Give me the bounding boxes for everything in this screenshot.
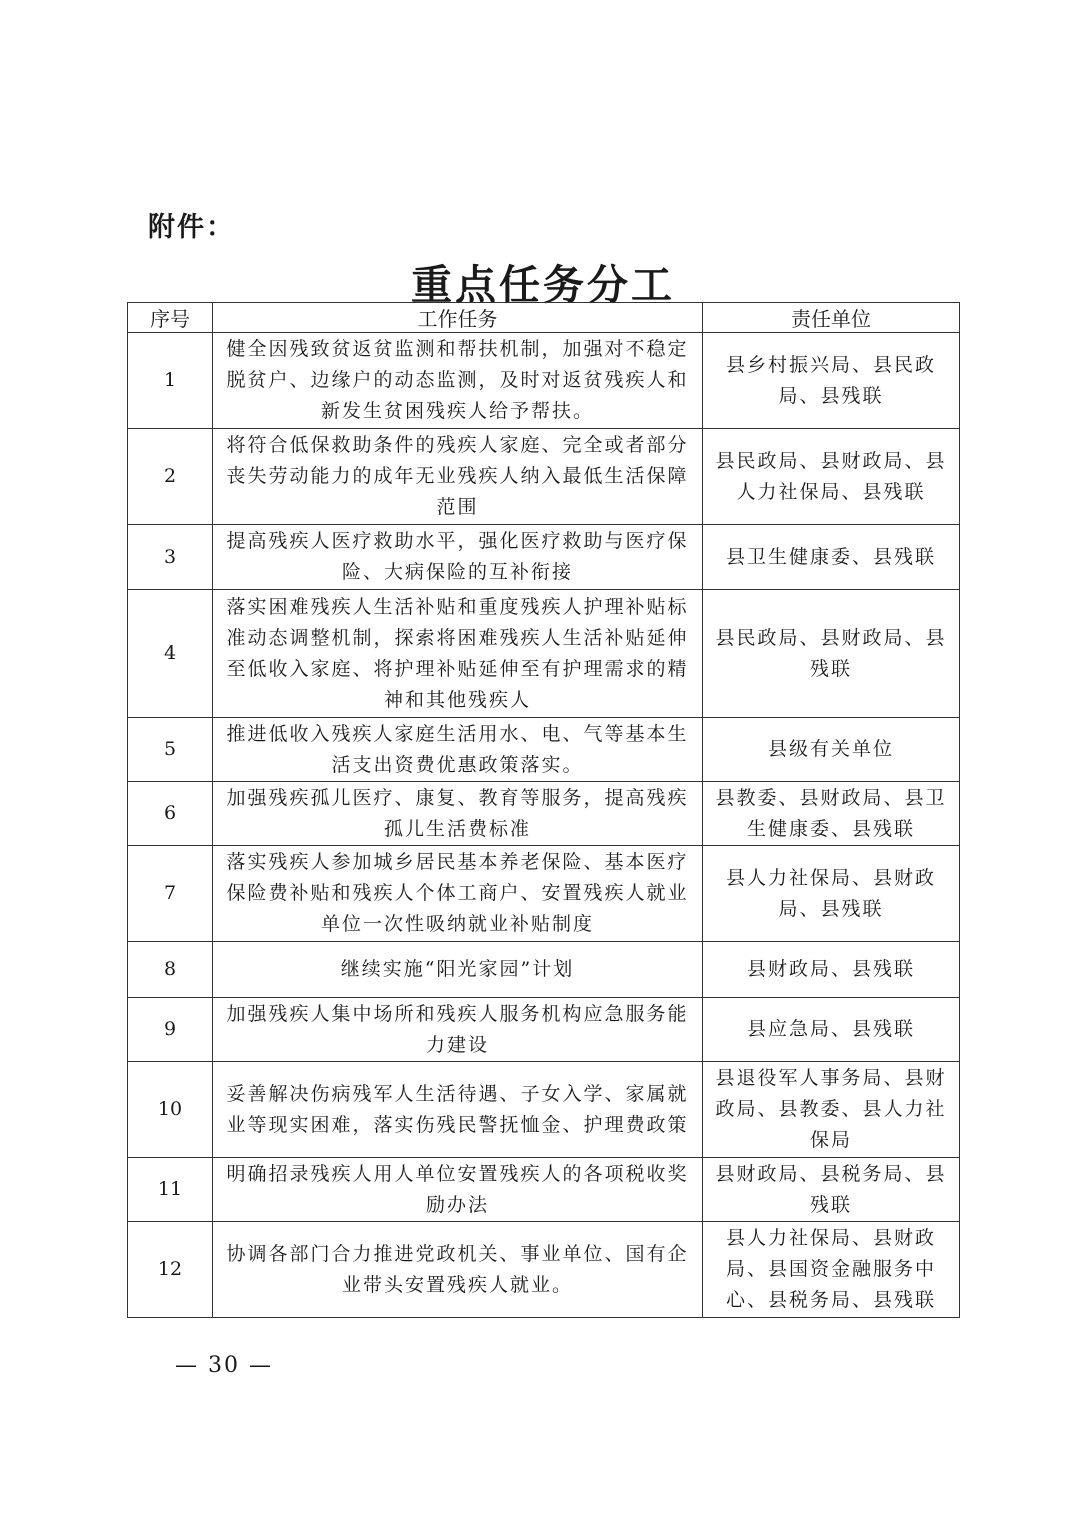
row-unit: 县民政局、县财政局、县人力社保局、县残联 xyxy=(703,429,960,525)
table-row xyxy=(128,718,960,782)
header-responsible-unit: 责任单位 xyxy=(703,303,960,333)
row-unit: 县财政局、县税务局、县残联 xyxy=(703,1158,960,1222)
annex-label: 附件： xyxy=(148,212,235,243)
row-task: 落实残疾人参加城乡居民基本养老保险、基本医疗保险费补贴和残疾人个体工商户、安置残疾人就业单位一次性吸纳就业补贴制度 xyxy=(213,846,703,942)
table-row xyxy=(128,1062,960,1158)
row-task: 推进低收入残疾人家庭生活用水、电、气等基本生活支出资费优惠政策落实。 xyxy=(213,718,703,782)
page-number: — 30 — xyxy=(175,1353,273,1378)
row-task: 继续实施“阳光家园”计划 xyxy=(213,942,703,998)
row-task: 妥善解决伤病残军人生活待遇、子女入学、家属就业等现实困难，落实伤残民警抚恤金、护理费政策 xyxy=(213,1062,703,1158)
row-number: 7 xyxy=(128,846,213,942)
row-unit: 县教委、县财政局、县卫生健康委、县残联 xyxy=(703,782,960,846)
table-row xyxy=(128,525,960,590)
table-row xyxy=(128,1222,960,1318)
table-row xyxy=(128,333,960,429)
table-row xyxy=(128,942,960,998)
row-number: 1 xyxy=(128,333,213,429)
row-task: 加强残疾孤儿医疗、康复、教育等服务，提高残疾孤儿生活费标准 xyxy=(213,782,703,846)
row-number: 4 xyxy=(128,590,213,718)
row-number: 12 xyxy=(128,1222,213,1318)
row-unit: 县民政局、县财政局、县残联 xyxy=(703,590,960,718)
row-task: 落实困难残疾人生活补贴和重度残疾人护理补贴标准动态调整机制，探索将困难残疾人生活补贴延伸至低收入家庭、将护理补贴延伸至有护理需求的精神和其他残疾人 xyxy=(213,590,703,718)
row-task: 加强残疾人集中场所和残疾人服务机构应急服务能力建设 xyxy=(213,998,703,1062)
row-task: 明确招录残疾人用人单位安置残疾人的各项税收奖励办法 xyxy=(213,1158,703,1222)
row-number: 5 xyxy=(128,718,213,782)
task-table xyxy=(127,302,960,1318)
document-title: 重点任务分工 xyxy=(411,261,675,309)
table-row xyxy=(128,846,960,942)
row-number: 6 xyxy=(128,782,213,846)
row-unit: 县财政局、县残联 xyxy=(703,942,960,998)
table-row xyxy=(128,1158,960,1222)
row-number: 11 xyxy=(128,1158,213,1222)
row-task: 协调各部门合力推进党政机关、事业单位、国有企业带头安置残疾人就业。 xyxy=(213,1222,703,1318)
row-number: 10 xyxy=(128,1062,213,1158)
row-unit: 县人力社保局、县财政局、县残联 xyxy=(703,846,960,942)
row-task: 健全因残致贫返贫监测和帮扶机制，加强对不稳定脱贫户、边缘户的动态监测，及时对返贫残疾人和新发生贫困残疾人给予帮扶。 xyxy=(213,333,703,429)
row-task: 提高残疾人医疗救助水平，强化医疗救助与医疗保险、大病保险的互补衔接 xyxy=(213,525,703,590)
row-unit: 县退役军人事务局、县财政局、县教委、县人力社保局 xyxy=(703,1062,960,1158)
row-number: 2 xyxy=(128,429,213,525)
table-header-row xyxy=(128,303,960,333)
row-unit: 县级有关单位 xyxy=(703,718,960,782)
row-unit: 县应急局、县残联 xyxy=(703,998,960,1062)
table-row xyxy=(128,998,960,1062)
row-unit: 县乡村振兴局、县民政局、县残联 xyxy=(703,333,960,429)
row-unit: 县卫生健康委、县残联 xyxy=(703,525,960,590)
row-number: 9 xyxy=(128,998,213,1062)
table-row xyxy=(128,429,960,525)
table-row xyxy=(128,590,960,718)
table-row xyxy=(128,782,960,846)
header-task: 工作任务 xyxy=(213,303,703,333)
header-serial-number: 序号 xyxy=(128,303,213,333)
row-number: 8 xyxy=(128,942,213,998)
row-task: 将符合低保救助条件的残疾人家庭、完全或者部分丧失劳动能力的成年无业残疾人纳入最低生活保障范围 xyxy=(213,429,703,525)
row-number: 3 xyxy=(128,525,213,590)
row-unit: 县人力社保局、县财政局、县国资金融服务中心、县税务局、县残联 xyxy=(703,1222,960,1318)
